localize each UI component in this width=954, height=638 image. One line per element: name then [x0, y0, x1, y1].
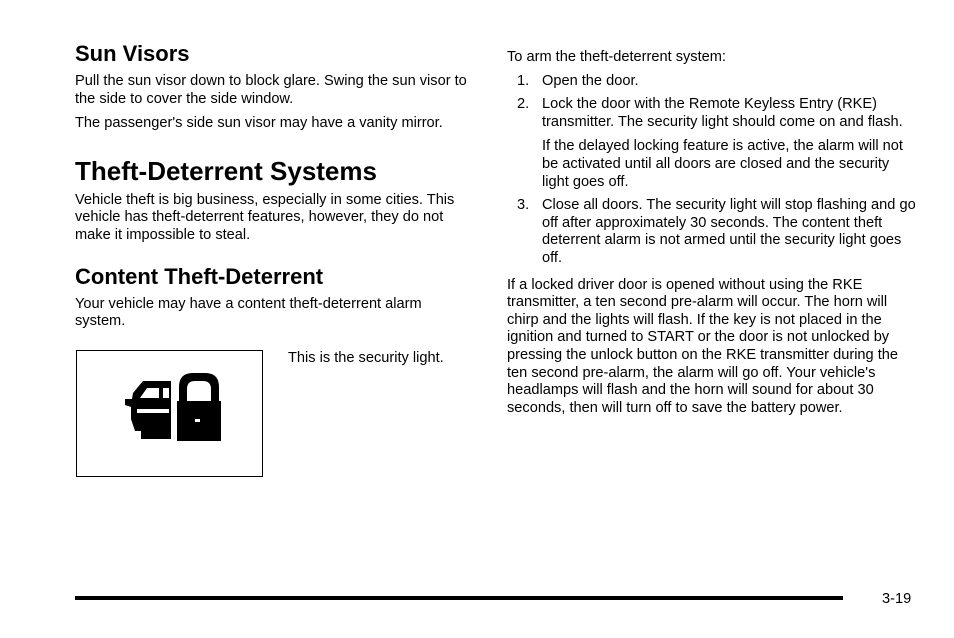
- theft-deterrent-paragraph: Vehicle theft is big business, especially in some cities. This vehicle has theft-deterrent features, however, they do not make it impossible to steal.: [75, 191, 455, 243]
- security-light-figure: [75, 350, 475, 480]
- sun-visors-heading: Sun Visors: [75, 41, 190, 66]
- right-column: [507, 49, 917, 417]
- footer-rule: [75, 596, 843, 600]
- security-light-icon: [123, 371, 221, 446]
- pre-alarm-paragraph: If a locked driver door is opened without using the RKE transmitter, a ten second pre-alarm will occur. The horn will chirp and the lights will flash. If the key is not placed in the ignition and turned to START or the door is not unlocked by pressing the unlock button on the RKE transmitter during the ten second pre-alarm, the alarm will go off. Your vehicle's headlamps will flash and the horn will sound for about 30 seconds, then will turn off to save the battery power.: [507, 276, 899, 416]
- figure-frame: [76, 350, 263, 477]
- page-number: 3-19: [882, 591, 912, 607]
- theft-deterrent-heading: Theft-Deterrent Systems: [75, 155, 377, 186]
- sun-visors-paragraph-1: Pull the sun visor down to block glare. Swing the sun visor to the side to cover the side window.: [75, 73, 467, 107]
- step-note: If the delayed locking feature is active, the alarm will not be activated until all doors are closed and the security light goes off.: [542, 138, 903, 190]
- step-number: 3.: [517, 197, 530, 214]
- step-text: Lock the door with the Remote Keyless Entry (RKE) transmitter. The security light should come on and flash.: [542, 96, 903, 130]
- content-theft-paragraph: Your vehicle may have a content theft-deterrent alarm system.: [75, 295, 422, 330]
- list-item: [507, 96, 917, 191]
- list-item: [507, 197, 917, 267]
- content-theft-heading: Content Theft-Deterrent: [75, 263, 324, 289]
- step-text: Open the door.: [542, 72, 639, 89]
- list-item: [507, 73, 917, 91]
- left-column: [75, 40, 475, 480]
- sun-visors-paragraph-2: The passenger's side sun visor may have a vanity mirror.: [75, 115, 443, 132]
- figure-caption: This is the security light.: [288, 349, 444, 366]
- arming-steps: [507, 73, 917, 268]
- arming-intro: To arm the theft-deterrent system:: [507, 49, 726, 65]
- step-number: 2.: [517, 96, 530, 113]
- step-number: 1.: [517, 72, 530, 89]
- step-text: Close all doors. The security light will stop flashing and go off after approximately 30 seconds. The content theft deterrent alarm is not armed until the security light goes off.: [542, 197, 916, 266]
